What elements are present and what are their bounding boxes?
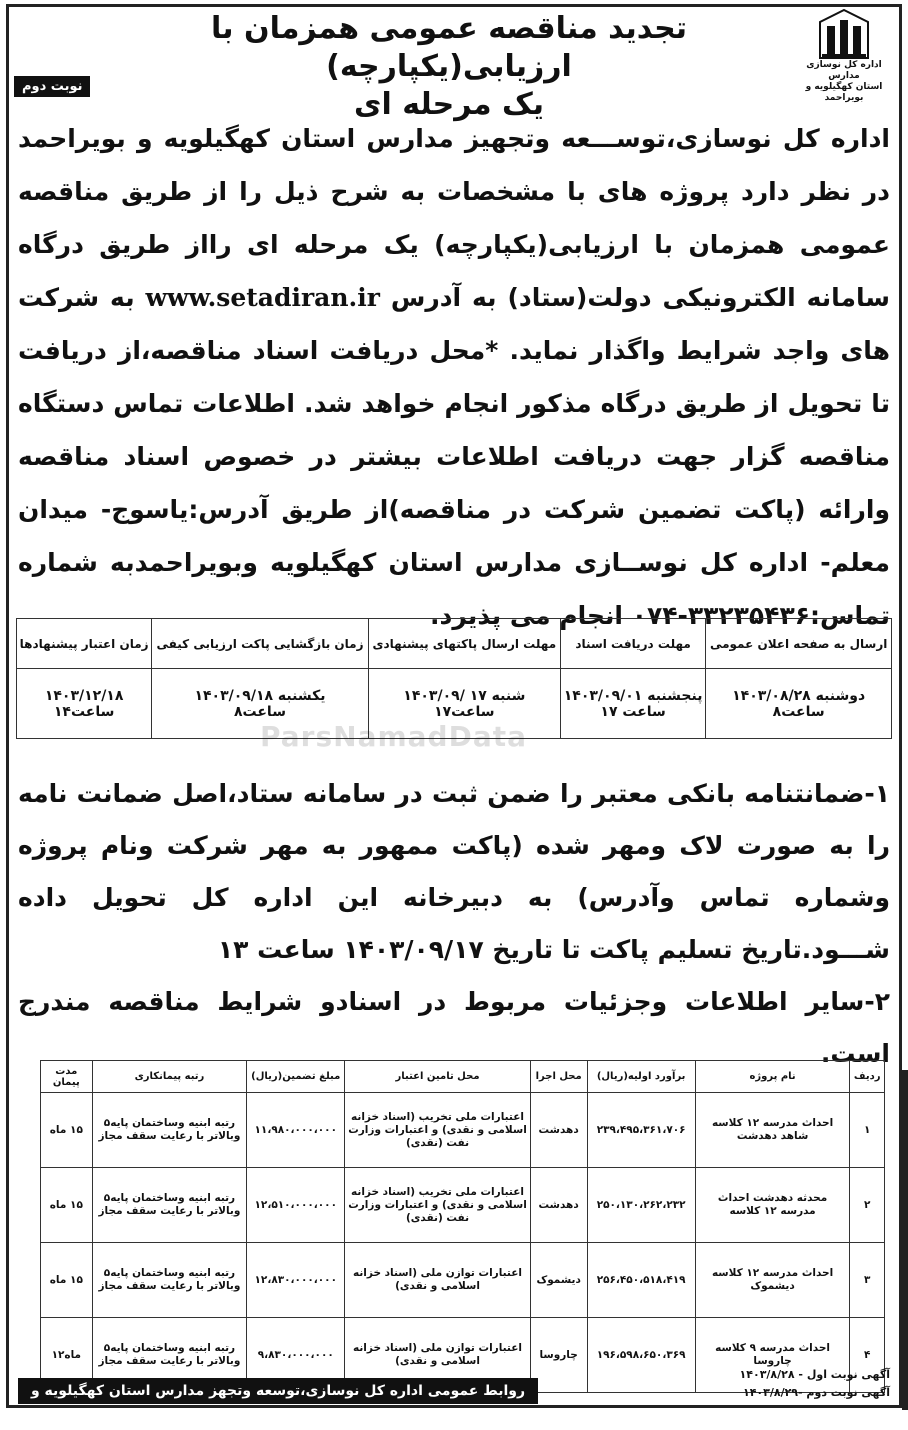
- organization-logo: [792, 8, 896, 103]
- intro-paragraph: [18, 112, 890, 642]
- project-guarantee: ۹،۸۳۰،۰۰۰،۰۰۰: [247, 1318, 345, 1393]
- projects-header-cell: رتبه پیمانکاری: [92, 1061, 247, 1093]
- project-grade: رتبه ابنیه وساختمان پایه۵ وبالاتر با رعایت سقف مجاز: [92, 1318, 247, 1393]
- project-estimate: ۱۹۶،۵۹۸،۶۵۰،۳۶۹: [587, 1318, 695, 1393]
- schedule-cell: [17, 669, 152, 739]
- setad-url-link[interactable]: www.setadiran.ir: [145, 283, 380, 312]
- schedule-cell: [560, 669, 705, 739]
- project-duration: ۱۵ ماه: [41, 1243, 93, 1318]
- schedule-header-cell: زمان اعتبار پیشنهادها: [17, 619, 152, 669]
- row-number: ۳: [850, 1243, 885, 1318]
- row-number: ۲: [850, 1168, 885, 1243]
- notice-title: [120, 10, 778, 124]
- schedule-header-cell: زمان بازگشایی پاکت ارزیابی کیفی: [152, 619, 369, 669]
- cell-date: پنجشنبه ۱۴۰۳/۰۹/۰۱: [563, 687, 703, 704]
- row-number: ۴: [850, 1318, 885, 1393]
- cell-time: ساعت۱۴: [53, 703, 115, 720]
- schedule-header-cell: ارسال به صفحه اعلان عمومی: [706, 619, 892, 669]
- projects-header-cell: محل اجرا: [530, 1061, 587, 1093]
- row-number: ۱: [850, 1093, 885, 1168]
- project-location: دیشموک: [530, 1243, 587, 1318]
- schedule-cell: [706, 669, 892, 739]
- conditions-section: [18, 768, 890, 1080]
- project-duration: ۱۵ ماه: [41, 1093, 93, 1168]
- condition-item-1: ۱-ضمانتنامه بانکی معتبر را ضمن ثبت در سامانه ستاد،اصل ضمانت نامه را به صورت لاک ومهر شده (پاکت ممهور به مهر شرکت ونام پروژه وشماره تماس وآدرس) به دبیرخانه این اداره کل تحویل داده شـــود.تاریخ تسلیم پاکت تا تاریخ ۱۴۰۳/۰۹/۱۷ ساعت ۱۳: [18, 779, 890, 964]
- project-estimate: ۲۵۶،۴۵۰،۵۱۸،۴۱۹: [587, 1243, 695, 1318]
- projects-header-cell: ردیف: [850, 1061, 885, 1093]
- project-name: احداث مدرسه ۱۲ کلاسه شاهد دهدشت: [695, 1093, 850, 1168]
- projects-header-cell: مدت پیمان: [41, 1061, 93, 1093]
- first-publication-date: آگهی نوبت اول - ۱۴۰۳/۸/۲۸: [739, 1368, 890, 1381]
- project-guarantee: ۱۱،۹۸۰،۰۰۰،۰۰۰: [247, 1093, 345, 1168]
- project-funding: اعتبارات ملی تخریب (اسناد خزانه اسلامی و نقدی) و اعتبارات وزارت نفت (نقدی): [345, 1093, 531, 1168]
- projects-header-cell: محل تامین اعتبار: [345, 1061, 531, 1093]
- project-funding: اعتبارات توازن ملی (اسناد خزانه اسلامی و نقدی): [345, 1243, 531, 1318]
- intro-text-part2: به شرکت های واجد شرایط واگذار نماید. *محل دریافت اسناد مناقصه،از دریافت تا تحویل از طریق درگاه مذکور انجام خواهد شد. اطلاعات تماس دستگاه مناقصه گزار جهت دریافت اطلاعات بیشتر در خصوص اسناد مناقصه وارائه (پاکت تضمین شرکت در مناقصه)از طریق آدرس:یاسوج- میدان معلم- اداره کل نوســازی مدارس استان کهگیلویه وبویراحمدبه شماره تماس:۳۳۲۳۵۴۳۶-۰۷۴ انجام می پذیرد.: [18, 283, 890, 630]
- condition-item-2: ۲-سایر اطلاعات وجزئیات مربوط در اسنادو شرایط مناقصه مندرج است.: [18, 987, 890, 1068]
- project-name: محدثه دهدشت احداث مدرسه ۱۲ کلاسه: [695, 1168, 850, 1243]
- cell-date: شنبه ۱۷ /۱۴۰۳/۰۹: [403, 687, 526, 704]
- cell-time: ساعت۸: [234, 703, 286, 720]
- cell-time: ساعت۱۷: [434, 703, 495, 720]
- project-grade: رتبه ابنیه وساختمان پایه۵ وبالاتر با رعایت سقف مجاز: [92, 1093, 247, 1168]
- cell-time: ساعت ۱۷: [600, 703, 666, 720]
- schedule-header-row: [17, 619, 892, 669]
- cell-date: یکشنبه ۱۴۰۳/۰۹/۱۸: [194, 687, 326, 704]
- projects-table: [40, 1060, 885, 1393]
- title-line2: یک مرحله ای: [354, 87, 544, 122]
- project-guarantee: ۱۲،۸۳۰،۰۰۰،۰۰۰: [247, 1243, 345, 1318]
- projects-header-row: [41, 1061, 885, 1093]
- cell-date: ۱۴۰۳/۱۲/۱۸: [44, 687, 124, 704]
- projects-header-cell: مبلغ تضمین(ریال): [247, 1061, 345, 1093]
- project-location: چاروسا: [530, 1318, 587, 1393]
- project-duration: ماه۱۲: [41, 1318, 93, 1393]
- title-line1: تجدید مناقصه عمومی همزمان با ارزیابی(یکپارچه): [211, 11, 687, 84]
- cell-time: ساعت۸: [772, 703, 825, 720]
- project-estimate: ۲۵۰،۱۳۰،۲۶۲،۲۳۲: [587, 1168, 695, 1243]
- project-grade: رتبه ابنیه وساختمان پایه۵ وبالاتر با رعایت سقف مجاز: [92, 1168, 247, 1243]
- project-funding: اعتبارات توازن ملی (اسناد خزانه اسلامی و نقدی): [345, 1318, 531, 1393]
- schedule-header-cell: مهلت دریافت اسناد: [560, 619, 705, 669]
- public-relations-footer: روابط عمومی اداره کل نوسازی،توسعه وتجهز مدارس استان کهگیلویه و بویراحمد: [18, 1378, 538, 1404]
- table-row: [41, 1243, 885, 1318]
- building-emblem-icon: [818, 8, 870, 60]
- project-grade: رتبه ابنیه وساختمان پایه۵ وبالاتر با رعایت سقف مجاز: [92, 1243, 247, 1318]
- schedule-header-cell: مهلت ارسال پاکتهای پیشنهادی: [368, 619, 560, 669]
- table-row: [41, 1168, 885, 1243]
- project-name: احداث مدرسه ۹ کلاسه چاروسا: [695, 1318, 850, 1393]
- turn-badge: نوبت دوم: [14, 76, 90, 97]
- project-guarantee: ۱۲،۵۱۰،۰۰۰،۰۰۰: [247, 1168, 345, 1243]
- project-estimate: ۲۳۹،۴۹۵،۳۶۱،۷۰۶: [587, 1093, 695, 1168]
- project-duration: ۱۵ ماه: [41, 1168, 93, 1243]
- project-name: احداث مدرسه ۱۲ کلاسه دیشموک: [695, 1243, 850, 1318]
- intro-text-part1: اداره کل نوسازی،توســـعه وتجهیز مدارس استان کهگیلویه و بویراحمد در نظر دارد پروژه های با مشخصات به شرح ذیل را از طریق مناقصه عمومی همزمان با ارزیابی(یکپارچه) یک مرحله ای رااز طریق درگاه سامانه الکترونیکی دولت(ستاد) به آدرس: [18, 124, 890, 312]
- projects-header-cell: نام پروژه: [695, 1061, 850, 1093]
- watermark: ParsNamadData: [260, 720, 527, 753]
- logo-caption-line1: اداره کل نوسازی مدارس: [806, 60, 882, 81]
- project-location: دهدشت: [530, 1093, 587, 1168]
- second-publication-date: آگهی نوبت دوم -۱۴۰۳/۸/۲۹: [742, 1386, 890, 1399]
- project-location: دهدشت: [530, 1168, 587, 1243]
- logo-caption-line2: استان کهگیلویه و بویراحمد: [805, 82, 883, 103]
- project-funding: اعتبارات ملی تخریب (اسناد خزانه اسلامی و نقدی) و اعتبارات وزارت نفت (نقدی): [345, 1168, 531, 1243]
- publication-dates: [740, 1366, 890, 1402]
- projects-header-cell: برآورد اولیه(ریال): [587, 1061, 695, 1093]
- table-row: [41, 1093, 885, 1168]
- scan-edge-mark: [902, 1070, 908, 1410]
- cell-date: دوشنبه ۱۴۰۳/۰۸/۲۸: [732, 687, 866, 704]
